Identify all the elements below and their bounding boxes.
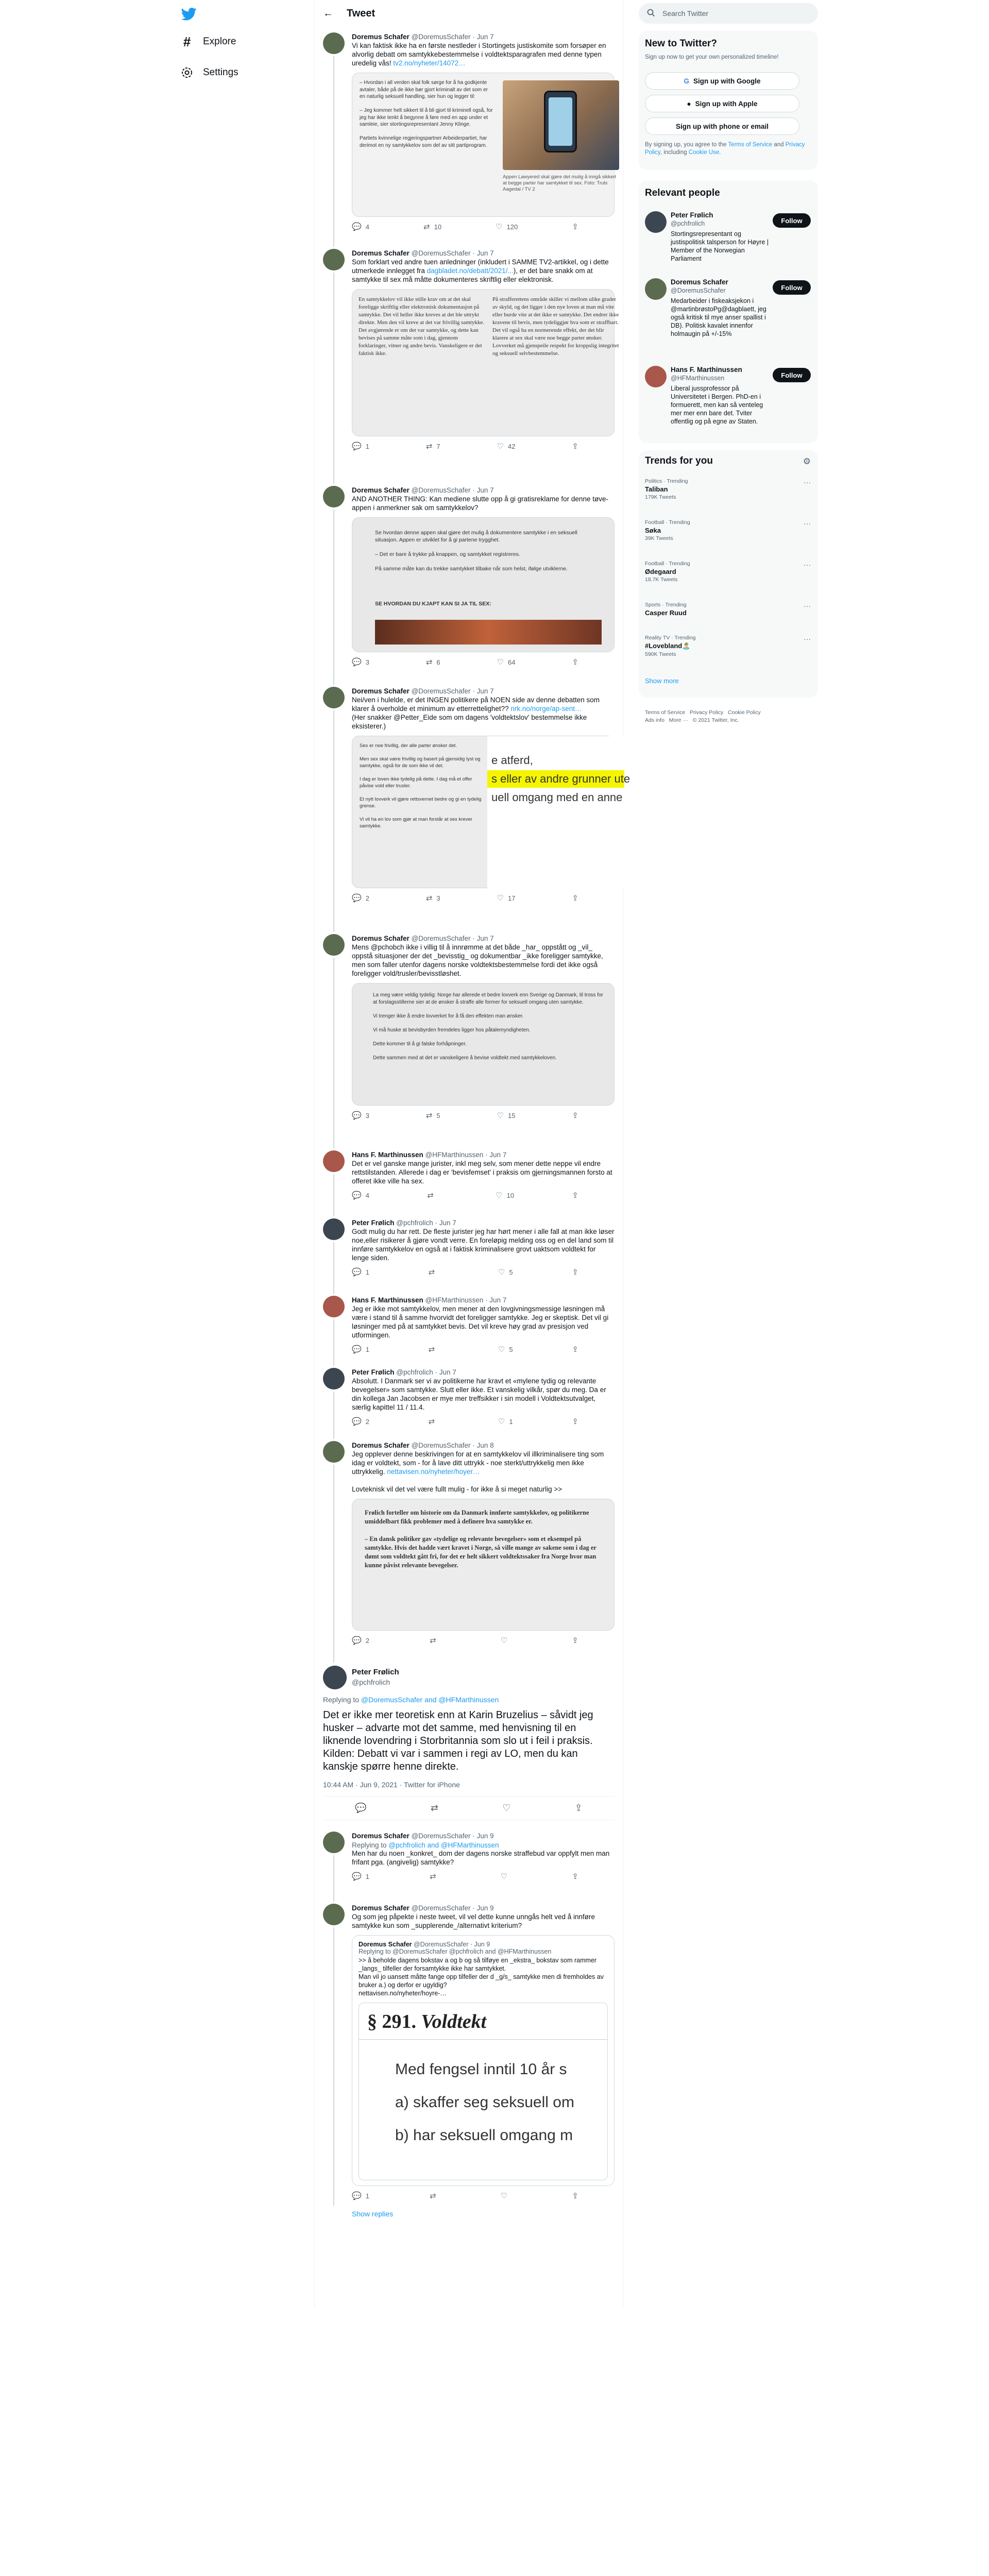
media-article-text: Frølich forteller om historie om da Danmark innførte samtykkelov, og politikerne umiddelbart fikk problemer med å definere hva samtykke er. – En dansk politiker gav «tydelige og relevante bevegelser» som et eksempel på samtykke. Hvis det hadde vært kravet i Norge, så ville mange av sakene som i dag er dømt som voldtekt gått fri, for det er helt sikkert voldtektssaker fra Norge hvor man kunne påvist relevante bevegelser. xyxy=(365,1509,596,1569)
avatar[interactable] xyxy=(323,1441,345,1463)
reply-icon: 💬 xyxy=(352,1191,362,1200)
thread-line xyxy=(333,56,334,247)
show-more-link[interactable]: Show more xyxy=(645,677,679,685)
retweet-button[interactable]: ⇄ 7 xyxy=(425,442,440,451)
retweet-icon: ⇄ xyxy=(428,1268,435,1277)
footer-links[interactable]: Terms of Service Privacy Policy Cookie Policy Ads info More ··· © 2021 Twitter, Inc. xyxy=(645,709,761,723)
focused-actions xyxy=(323,1797,615,1820)
zoom-line-1: e atferd, xyxy=(491,754,533,767)
main-column xyxy=(314,0,630,2308)
quoted-tweet-header: Doremus Schafer @DoremusSchafer · Jun 9 xyxy=(359,1941,490,1948)
retweet-icon: ⇄ xyxy=(428,1417,435,1426)
share-icon: ⇪ xyxy=(572,223,578,231)
trends-panel xyxy=(639,450,818,698)
heart-icon: ♡ xyxy=(497,658,504,667)
avatar[interactable] xyxy=(323,32,345,54)
thread-tweet[interactable] xyxy=(315,481,623,682)
media-column-left: En samtykkelov vil ikke stille krav om at det skal foreligge skriftlig eller elektronisk dokumentasjon på samtykke. Det vil heller ikke kreves at det ble uttrykt direkte. Men den vil kreve at det var frivillig samtykke. Det avgjørende er om det var samtykke, og dette kan bevises på samme måte som i dag, gjennom forklaringer, vitner og andre bevis. Vanskeligere er det faktisk ikke. xyxy=(359,296,486,357)
thread-tweet[interactable] xyxy=(315,27,623,244)
tweet-actions xyxy=(352,893,578,903)
tweet-timestamp[interactable]: 10:44 AM · Jun 9, 2021 · Twitter for iPhone xyxy=(323,1781,615,1797)
apple-icon: ● xyxy=(687,99,691,108)
trends-title: Trends for you xyxy=(645,455,713,466)
share-button[interactable] xyxy=(572,222,578,231)
thread-line xyxy=(333,1927,334,2206)
share-icon: ⇪ xyxy=(572,894,578,903)
retweet-button[interactable] xyxy=(427,1191,438,1200)
like-button[interactable]: ♡ 1 xyxy=(498,1417,513,1426)
retweet-icon: ⇄ xyxy=(430,1636,436,1645)
tweet-link[interactable]: dagbladet.no/debatt/2021/... xyxy=(427,267,514,275)
reply-tweet[interactable] xyxy=(315,1899,623,2205)
tweet-media[interactable] xyxy=(352,983,615,1106)
retweet-icon: ⇄ xyxy=(428,1345,435,1354)
share-button[interactable] xyxy=(572,893,578,903)
google-icon: G xyxy=(684,77,689,85)
share-button[interactable] xyxy=(572,1417,578,1426)
media-left-text: Sex er noe frivillig, der alle parter ønsker det. Men sex skal være frivillig og basert på gjensidig lyst og samtykke, også for de som ikke vil det. I dag er loven ikke tydelig på dette. I dag må et offer påvise vold eller trusler. Et nytt lovverk vil gjøre rettsvernet bedre og gi en tydelig grense. Vi vil ha en lov som gjør at man forstår at sex krever samtykke. xyxy=(360,743,482,829)
tweet-actions xyxy=(352,657,578,667)
more-icon: ··· xyxy=(804,602,811,610)
tweet-media[interactable] xyxy=(352,1499,615,1631)
thread-tweet[interactable] xyxy=(315,929,623,1145)
tweet-text: AND ANOTHER THING: Kan mediene slutte opp å gi gratisreklame for denne tøve-appen i anmerkner sak om samtykkelov? xyxy=(352,495,608,512)
reply-icon: 💬 xyxy=(352,658,362,667)
reply-button[interactable]: 💬 1 xyxy=(352,2192,369,2200)
share-icon: ⇪ xyxy=(572,1268,578,1277)
media-article-text: – Hvordan i all verden skal folk sørge for å ha godkjente avtaler, både på de ikke bør gjort kriminalt av det som er en naturlig seksuell handling, sier hun og legger til: – Jeg kommer helt sikkert til å bli gjort til kriminell også, for jeg har ikke tenkt å begynne å føre med en app under et samleie, sier stortingsrepresentant Jenny Klinge. Partiets kvinnelige regjeringspartner Arbeiderpartiet, har derimot en ny samtykkelov som del av sitt partiprogram. xyxy=(360,80,493,148)
trend-item[interactable]: Reality TV · Trending #Lovebland🏝️ 590K Tweets ··· xyxy=(645,635,811,657)
like-button[interactable]: ♡ 15 xyxy=(497,1111,516,1120)
reply-icon: 💬 xyxy=(352,223,362,231)
tweet-actions xyxy=(352,2191,578,2200)
reply-icon: 💬 xyxy=(352,1872,362,1881)
retweet-button[interactable]: ⇄ 5 xyxy=(425,1111,440,1120)
share-button[interactable] xyxy=(572,442,578,451)
person-bio: Liberal jussprofessor på Universitetet i Bergen. PhD-en i formuerett, men kan så venteleg mer mer enn bare det. Tviter offentlig og på egne av Staten. xyxy=(671,385,765,425)
reply-icon[interactable]: 💬 xyxy=(355,1803,367,1813)
heart-icon: ♡ xyxy=(500,2192,508,2200)
tweet-text: Og som jeg påpekte i neste tweet, vil vel dette kunne unngås helt ved å innføre samtykke kun som _supplerende_/alternativt kriterium? xyxy=(352,1913,597,1929)
media-caption: Appen Lawyered skal gjøre det mulig å inngå sikkert at begge parter har samtykket til sex. Foto: Truls Aagedal / TV 2 xyxy=(503,174,618,192)
retweet-icon: ⇄ xyxy=(427,1191,434,1200)
share-button[interactable] xyxy=(572,2191,578,2200)
person-bio: Medarbeider i fiskeaksjekon i @martinbrøstoPg@dagblaett, jeg også kritisk til mye anser spallist i DB). Politisk kavalet innenfor holmaugin på +/-15% xyxy=(671,297,769,337)
retweet-button[interactable]: ⇄ 6 xyxy=(425,658,440,667)
tweet-text: Jeg er ikke mot samtykkelov, men mener at den lovgivningsmessige løsningen må være i stand til å samme hvorvidt det foreligger samtykke. Jeg er skeptisk. Det vil gi løsninger med på at samtykket bevis. Det vil kreve høy grad av presisjon ved utformingen. xyxy=(352,1305,610,1339)
reply-button[interactable]: 💬 3 xyxy=(352,1111,369,1120)
media-cta: SE HVORDAN DU KJAPT KAN SI JA TIL SEX: xyxy=(375,601,491,607)
thread-tweet[interactable] xyxy=(315,244,623,481)
law-divider xyxy=(359,2039,607,2040)
share-icon[interactable]: ⇪ xyxy=(574,1803,583,1813)
reply-button[interactable]: 💬 2 xyxy=(352,894,369,903)
nav-explore-label: Explore xyxy=(203,36,236,47)
signup-panel xyxy=(639,31,818,170)
heart-icon: ♡ xyxy=(497,1111,504,1120)
retweet-button[interactable] xyxy=(430,1872,440,1881)
like-button[interactable]: ♡ 17 xyxy=(497,894,516,903)
more-icon: ··· xyxy=(804,561,811,569)
follow-button[interactable]: Follow xyxy=(773,368,811,382)
avatar[interactable] xyxy=(323,687,345,708)
avatar[interactable] xyxy=(323,934,345,956)
reply-button[interactable]: 💬 4 xyxy=(352,1191,369,1200)
share-button[interactable] xyxy=(572,1267,578,1277)
heart-icon: ♡ xyxy=(496,223,503,231)
like-button[interactable] xyxy=(501,1636,511,1645)
zoom-line-2: s eller av andre grunner ute xyxy=(491,772,630,785)
avatar[interactable] xyxy=(323,486,345,507)
avatar[interactable] xyxy=(323,1368,345,1389)
reply-icon: 💬 xyxy=(352,1111,362,1120)
more-icon: ··· xyxy=(804,478,811,486)
retweet-button[interactable] xyxy=(429,1267,439,1277)
like-button[interactable]: ♡ 120 xyxy=(496,223,518,231)
share-icon: ⇪ xyxy=(572,2192,578,2200)
thread-line xyxy=(333,1319,334,1366)
share-icon: ⇪ xyxy=(572,1345,578,1354)
like-button[interactable]: ♡ 5 xyxy=(498,1345,513,1354)
tweet-header: Peter Frølich @pchfrolich · Jun 7 xyxy=(352,1368,456,1376)
tweet-text-body: Vi kan faktisk ikke ha en første nestleder i Stortingets justiskomite som forsøper en alvorlig debatt om samtykkebestemmelse i voldtektsparagrafen med denne typen uredelig vås! xyxy=(352,42,608,67)
retweet-icon: ⇄ xyxy=(425,1111,433,1120)
focused-tweet xyxy=(315,1659,623,1826)
thread-line xyxy=(333,273,334,484)
tweet-header: Doremus Schafer @DoremusSchafer · Jun 9 xyxy=(352,1904,494,1912)
person-bio: Stortingsrepresentant og justispolitisk talsperson for Høyre | Member of the Norwegian Parliament xyxy=(671,230,771,262)
reply-icon: 💬 xyxy=(352,894,362,903)
relevant-title: Relevant people xyxy=(645,188,720,198)
signup-subtitle: Sign up now to get your own personalized timeline! xyxy=(645,54,779,60)
retweet-button[interactable] xyxy=(429,1345,439,1354)
tweet-header: Doremus Schafer @DoremusSchafer · Jun 7 xyxy=(352,486,494,494)
tweet-link[interactable]: nettavisen.no/nyheter/hoyer… xyxy=(387,1468,480,1476)
tweet-header: Doremus Schafer @DoremusSchafer · Jun 7 xyxy=(352,687,494,695)
show-replies-link[interactable]: Show replies xyxy=(352,2210,394,2218)
retweet-button[interactable] xyxy=(430,1636,440,1645)
nav-settings-label: Settings xyxy=(203,67,238,78)
tweet-media[interactable] xyxy=(352,517,615,652)
retweet-button[interactable] xyxy=(430,2191,440,2200)
thread-line xyxy=(333,710,334,932)
retweet-icon: ⇄ xyxy=(430,2192,436,2200)
thread-tweet[interactable] xyxy=(315,1213,623,1291)
tweet-media[interactable] xyxy=(352,736,630,888)
tweet-text: Nei/ven i hulelde, er det INGEN politikere på NOEN side av denne debatten som klarer å overholde et minimum av etterrettelighet?? nrk.no/norge/ap-sent… (Her snakker @Petter_Eide som om dagens 'voldtektslov' bestemmelse ikke eksisterer.) xyxy=(352,696,602,730)
replying-to: Replying to @DoremusSchafer and @HFMarthinussen xyxy=(323,1696,499,1704)
tweet-actions xyxy=(352,1345,578,1354)
person-card[interactable]: Doremus Schafer @DoremusSchafer Follow Medarbeider i fiskeaksjekon i @martinbrøstoPg@dagblaett, jeg også kritisk til mye anser spallist i DB). Politisk kavalet innenfor holmaugin på +/-15% xyxy=(645,278,811,350)
share-icon: ⇪ xyxy=(572,1191,578,1200)
avatar xyxy=(645,211,667,233)
quoted-tweet-image[interactable] xyxy=(359,2003,608,2180)
tweet-time: Jun 7 xyxy=(476,33,494,41)
law-line: b) har seksuell omgang m xyxy=(395,2127,573,2144)
reply-button[interactable]: 💬 3 xyxy=(352,658,369,667)
tweet-media[interactable] xyxy=(352,289,621,436)
retweet-icon: ⇄ xyxy=(425,894,433,903)
tweet-actions xyxy=(352,1636,578,1645)
reply-button[interactable]: 💬 1 xyxy=(352,1268,369,1277)
thread-line xyxy=(333,1174,334,1216)
tweet-actions xyxy=(352,442,578,451)
media-zoom-crop xyxy=(487,736,630,889)
tweet-header: Doremus Schafer @DoremusSchafer · Jun 8 xyxy=(352,1442,494,1449)
main-header xyxy=(315,0,623,27)
search-input[interactable]: Search Twitter xyxy=(662,9,709,18)
share-button[interactable] xyxy=(572,1872,578,1881)
retweet-button[interactable]: ⇄ 10 xyxy=(423,223,442,231)
share-icon: ⇪ xyxy=(572,1636,578,1645)
tweet-actions xyxy=(352,1417,578,1426)
thread-tweet[interactable] xyxy=(315,1436,623,1659)
tweet-actions xyxy=(352,222,578,231)
reply-icon: 💬 xyxy=(352,1417,362,1426)
heart-icon: ♡ xyxy=(500,1636,508,1645)
heart-icon[interactable]: ♡ xyxy=(502,1803,511,1813)
author-handle[interactable]: @pchfrolich xyxy=(352,1678,390,1686)
google-signup-button[interactable]: G Sign up with Google xyxy=(645,72,799,90)
gear-icon xyxy=(180,66,194,79)
hashtag-icon: # xyxy=(183,33,191,49)
tweet-text: Mens @pchobch ikke i villig til å innrømme at det både _har_ oppstått og _vil_ oppstå situasjoner der det _bevisstig_ og dokumentbar _ikke foreligger samtykke, men som faller utenfor dagens norske voldtektsbestemmelse fordi det ikke også foreligger vold/trusler/bevisstløshet. xyxy=(352,943,605,977)
follow-button[interactable]: Follow xyxy=(773,213,811,228)
quoted-replying-to: Replying to @DoremusSchafer @pchfrolich and @HFMarthinussen xyxy=(359,1948,552,1955)
tweet-link[interactable]: tv2.no/nyheter/14072… xyxy=(393,59,466,67)
thread-line xyxy=(333,1242,334,1294)
tweet-media[interactable] xyxy=(352,73,618,217)
avatar[interactable] xyxy=(323,1218,345,1240)
replying-to: Replying to @pchfrolich and @HFMarthinussen xyxy=(352,1841,499,1849)
share-icon: ⇪ xyxy=(572,1872,578,1881)
tweet-header: Doremus Schafer @DoremusSchafer · Jun 7 xyxy=(352,935,494,942)
retweet-button[interactable]: ⇄ 3 xyxy=(425,894,440,903)
tweet-text: Som forklart ved andre tuen anledninger (inkludert i SAMME TV2-artikkel, og i dette utmerkede innlegget fra dagbladet.no/debatt/2021/...), er det bare snakk om at samtykke til sex må måtte dokumenteres skriftlig eller elektronisk. xyxy=(352,258,611,283)
like-button[interactable]: ♡ 42 xyxy=(497,442,516,451)
share-button[interactable] xyxy=(572,1345,578,1354)
phone-signup-button[interactable]: Sign up with phone or email xyxy=(645,117,799,135)
terms-text: By signing up, you agree to the Terms of Service and Privacy Policy, including Cookie Use. xyxy=(645,142,805,156)
reply-icon: 💬 xyxy=(352,1268,362,1277)
retweet-icon: ⇄ xyxy=(425,658,433,667)
retweet-icon: ⇄ xyxy=(430,1872,436,1881)
retweet-icon: ⇄ xyxy=(423,223,430,231)
search-bar[interactable] xyxy=(639,3,818,24)
tweet-text xyxy=(352,41,615,67)
search-icon xyxy=(647,9,655,19)
like-button[interactable]: ♡ 64 xyxy=(497,658,516,667)
media-article-text: Se hvordan denne appen skal gjøre det mulig å dokumentere samtykke i en seksuell situasjon. Appen er utviklet for å gi partene trygghet. – Det er bare å trykke på knappen, og samtykket registreres. På samme måte kan du trekke samtykket tilbake når som helst, ifølge utviklerne. xyxy=(375,530,577,572)
share-button[interactable] xyxy=(572,657,578,667)
thread-line xyxy=(333,1392,334,1439)
media-photo xyxy=(503,80,619,170)
person-card[interactable]: Peter Frølich @pchfrolich Follow Stortingsrepresentant og justispolitisk talsperson for Høyre | Member of the Norwegian Parliament xyxy=(645,211,811,263)
media-column-right: På strafferettens område skiller vi mellom ulike grader av skyld, og det ligger i den nye loven at man må vite eller burde vite at det ikke er samtykke. Det endrer ikke kravene til bevis, men tydeliggjør hva som er straffbart. Det vil også ha en normerende effekt, der det blir klarere at sex skal være noe begge parter ønsker. Lovverket må gjenspeile respekt for kroppslig integritet og seksuell selvbestemmelse. xyxy=(492,296,621,357)
heart-icon: ♡ xyxy=(498,1345,505,1354)
thread-line xyxy=(333,958,334,1148)
nav-explore[interactable] xyxy=(180,35,236,48)
share-icon: ⇪ xyxy=(572,1417,578,1426)
tweet-actions xyxy=(352,1111,578,1120)
trend-item[interactable]: Politics · Trending Taliban 179K Tweets ··· xyxy=(645,478,811,500)
reply-icon: 💬 xyxy=(352,1636,362,1645)
reply-icon: 💬 xyxy=(352,1345,362,1354)
tweet-header: Hans F. Marthinussen @HFMarthinussen · Jun 7 xyxy=(352,1296,507,1304)
like-button[interactable] xyxy=(501,1872,511,1881)
more-icon: ··· xyxy=(804,519,811,528)
tweet-text: Godt mulig du har rett. De fleste jurister jeg har hørt mener i alle fall at man ikke løser noe,eller risikerer å gjøre vondt verre. En foreløpig melding oss og en del land som til innføre samtykkelov en også at i faktisk kriminalisere grovt uaktsom voldtekt for lenge siden. xyxy=(352,1228,617,1262)
tweet-text: Det er vel ganske mange jurister, inkl meg selv, som mener dette neppe vil endre rettstilstanden. Allerede i dag er 'bevisfemset' i praksis om gjerningsmannen forsto at offeret ikke ville ha sex. xyxy=(352,1160,615,1185)
signup-title: New to Twitter? xyxy=(645,38,718,49)
trend-item[interactable]: Football · Trending Søka 39K Tweets ··· xyxy=(645,519,811,541)
avatar[interactable] xyxy=(323,1832,345,1853)
tweet-header: Hans F. Marthinussen @HFMarthinussen · Jun 7 xyxy=(352,1151,507,1159)
heart-icon: ♡ xyxy=(497,894,504,903)
avatar xyxy=(645,278,667,300)
avatar[interactable] xyxy=(323,1904,345,1925)
trend-item[interactable]: Sports · Trending Casper Ruud ··· xyxy=(645,602,811,617)
relevant-people-panel xyxy=(639,180,818,443)
share-icon: ⇪ xyxy=(572,442,578,451)
quoted-tweet[interactable] xyxy=(352,1935,615,2186)
gear-icon[interactable]: ⚙ xyxy=(803,456,811,466)
avatar[interactable] xyxy=(323,1666,347,1689)
thread-line xyxy=(333,1465,334,1663)
quoted-tweet-text: >> å beholde dagens bokstav a og b og så tilføye en _ekstra_ bokstav som rammer _langs_ tilfeller der forsamtykke ikke har samtykket. Man vil jo uansett måtte fange opp tilfeller der d _g/s_ samtykke men di fremholdes av bruker a.) og derfor er ugyldig? nettavisen.no/nyheter/hoyre-… xyxy=(359,1957,604,1997)
reply-icon: 💬 xyxy=(352,442,362,451)
reply-button[interactable]: 💬 4 xyxy=(352,223,369,231)
more-icon: ··· xyxy=(804,635,811,643)
zoom-line-3: uell omgang med en anne xyxy=(491,791,623,804)
avatar[interactable] xyxy=(323,1296,345,1317)
tweet-header: Doremus Schafer @DoremusSchafer · Jun 9 xyxy=(352,1832,494,1840)
thread-line xyxy=(333,1855,334,1902)
tweet-actions xyxy=(352,1191,578,1200)
thread-tweet[interactable] xyxy=(315,1363,623,1436)
reply-button[interactable]: 💬 2 xyxy=(352,1417,369,1426)
share-icon: ⇪ xyxy=(572,1111,578,1120)
avatar[interactable] xyxy=(323,1150,345,1172)
retweet-icon: ⇄ xyxy=(425,442,433,451)
nav-settings[interactable] xyxy=(180,66,238,79)
share-icon: ⇪ xyxy=(572,658,578,667)
share-button[interactable] xyxy=(572,1636,578,1645)
follow-button[interactable]: Follow xyxy=(773,280,811,295)
law-line: a) skaffer seg seksuell om xyxy=(395,2094,574,2111)
reply-button[interactable]: 💬 1 xyxy=(352,1872,369,1881)
reply-tweet[interactable] xyxy=(315,1826,623,1899)
tweet-text: Jeg opplever denne beskrivingen for at en samtykkelov vil illkriminalisere ting som idag er voldtekt, som - for å lave ditt uttrykk - noe sterkt/uttrykkelig men ikke uttrykkelig. nettavisen.no/nyheter/hoyer… Lovteknisk vil det vel være fullt mulig - for ikke å si meget naturlig >> xyxy=(352,1450,606,1493)
heart-icon: ♡ xyxy=(500,1872,508,1881)
tweet-link[interactable]: nrk.no/norge/ap-sent… xyxy=(510,705,582,713)
reply-button[interactable]: 💬 1 xyxy=(352,442,369,451)
avatar xyxy=(645,366,667,387)
tweet-header: Peter Frølich @pchfrolich · Jun 7 xyxy=(352,1219,456,1227)
twitter-logo-icon[interactable] xyxy=(180,6,198,22)
back-arrow-icon[interactable]: ← xyxy=(323,8,333,19)
thread-tweet[interactable] xyxy=(315,1145,623,1213)
law-section-title: § 291. Voldtekt xyxy=(367,2011,487,2032)
thread-line xyxy=(333,510,334,685)
retweet-icon[interactable]: ⇄ xyxy=(430,1803,438,1813)
like-button[interactable]: ♡ 5 xyxy=(498,1268,513,1277)
tweet-actions xyxy=(352,1872,578,1881)
focused-tweet-text: Det er ikke mer teoretisk enn at Karin Bruzelius – såvidt jeg husker – advarte mot det samme, med henvisning til en liknende lovendring i Storbritannia som slo ut i feil i praksis. Kilden: Debatt vi var i sammen i regi av LO, men du kan kanskje spørre henne direkte. xyxy=(323,1709,596,1772)
share-button[interactable] xyxy=(572,1111,578,1120)
apple-signup-button[interactable]: ● Sign up with Apple xyxy=(645,95,799,112)
share-button[interactable] xyxy=(572,1191,578,1200)
trend-item[interactable]: Football · Trending Ødegaard 18.7K Tweets ··· xyxy=(645,561,811,583)
page-title: Tweet xyxy=(347,8,376,19)
phone-image xyxy=(544,91,577,152)
author-name: Doremus Schafer xyxy=(352,33,410,41)
heart-icon: ♡ xyxy=(498,1268,505,1277)
media-article-text: La meg være veldig tydelig: Norge har allerede et bedre lovverk enn Sverige og Danmark, til tross for at forslagsstillerne sier at de ønsker å straffe alle former for seksuell omgang uten samtykke. Vi trenger ikke å endre lovverket for å få den effekten man ønsker. Vi må huske at bevisbyrden fremdeles ligger hos påtalemyndigheten. Dette kommer til å gi falske forhåpninger. Dette sammen med at det er vanskeligere å bevise voldtekt med samtykkeloven. xyxy=(373,992,603,1061)
author-name[interactable]: Peter Frølich xyxy=(352,1668,399,1676)
retweet-button[interactable] xyxy=(429,1417,439,1426)
reply-button[interactable]: 💬 2 xyxy=(352,1636,369,1645)
person-card[interactable]: Hans F. Marthinussen @HFMarthinussen Follow Liberal jussprofessor på Universitetet i Bergen. PhD-en i formuerett, men kan så venteleg mer mer enn bare det. Tviter offentlig og på egne av Staten. xyxy=(645,366,811,438)
media-video-thumb xyxy=(375,620,602,645)
like-button[interactable] xyxy=(501,2191,511,2200)
author-handle: @DoremusSchafer xyxy=(411,33,471,41)
heart-icon: ♡ xyxy=(498,1417,505,1426)
tweet-text: Men har du noen _konkret_ dom der dagens norske straffebud var oppfylt men man frifant pga. (angivelig) samtykke? xyxy=(352,1850,612,1866)
avatar[interactable] xyxy=(323,249,345,270)
like-button[interactable]: ♡ 10 xyxy=(496,1191,515,1200)
reply-icon: 💬 xyxy=(352,2192,362,2200)
law-line: Med fengsel inntil 10 år s xyxy=(395,2061,567,2078)
tweet-text: Absolutt. I Danmark ser vi av politikerne har kravt et «mylene tydig og relevante bevegelser» som samtykke. Slutt eller ikke. Et vanskelig vilkår, spør du meg. Da er din kollega Jan Jacobsen er mye mer treffsikker i sin modell i Voldtektsutvalget, særlig kapittel 11 / 11.4. xyxy=(352,1377,608,1411)
tweet-header: Doremus Schafer @DoremusSchafer · Jun 7 xyxy=(352,33,494,41)
tweet-actions xyxy=(352,1267,578,1277)
reply-button[interactable]: 💬 1 xyxy=(352,1345,369,1354)
thread-tweet[interactable] xyxy=(315,682,630,929)
tweet-header: Doremus Schafer @DoremusSchafer · Jun 7 xyxy=(352,249,494,257)
thread-tweet[interactable] xyxy=(315,1291,623,1363)
heart-icon: ♡ xyxy=(497,442,504,451)
heart-icon: ♡ xyxy=(496,1191,503,1200)
